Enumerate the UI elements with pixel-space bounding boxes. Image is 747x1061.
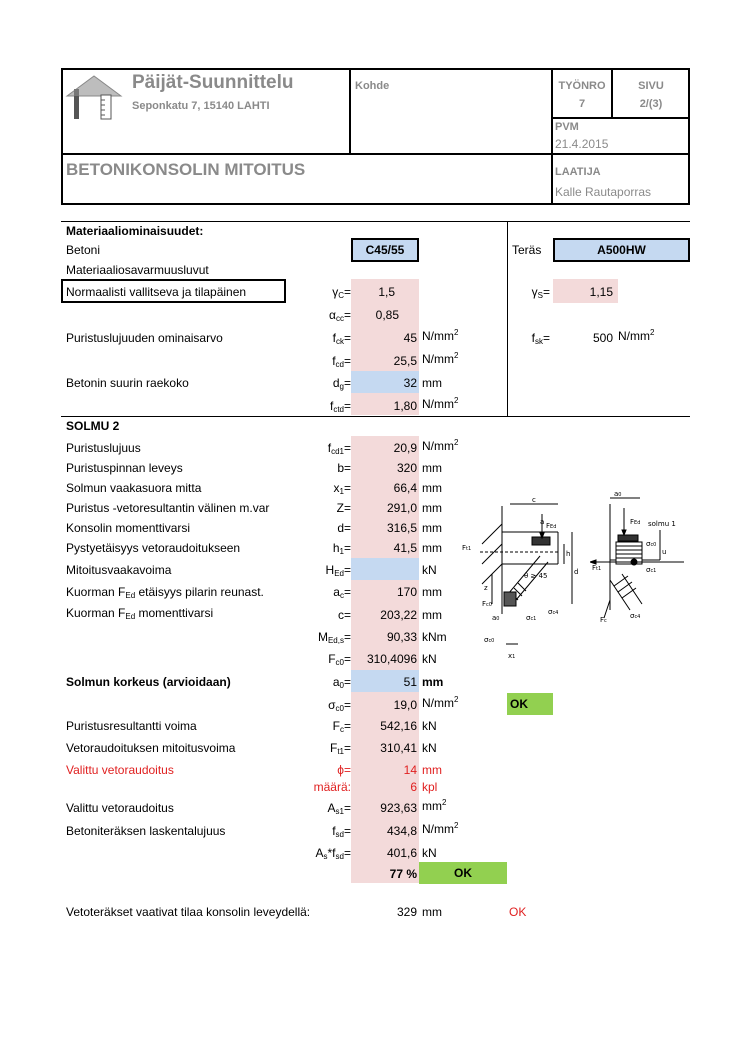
asfsd-value: 401,6 <box>386 846 417 860</box>
svg-text:σc1: σc1 <box>646 566 657 574</box>
valittu-red-label: Valittu vetoraudoitus <box>66 763 174 777</box>
a0-symbol: $a_0=$ <box>332 675 351 690</box>
safety-label: Materiaaliosavarmuusluvut <box>66 263 209 277</box>
as1-symbol: $A_{s1}=$ <box>327 801 351 816</box>
svg-text:z: z <box>484 584 488 592</box>
svg-text:a: a <box>540 518 545 526</box>
as1-unit: $mm^2$ <box>422 798 447 813</box>
node-diagram-right <box>590 490 690 625</box>
z-label: Puristus -vetoresultantin välinen m.var <box>66 501 270 515</box>
x1-unit: mm <box>422 481 442 495</box>
phi-value[interactable]: 14 <box>403 763 417 777</box>
fcd1-symbol: $f_{cd1}=$ <box>327 441 351 456</box>
c-unit: mm <box>422 608 442 622</box>
materials-heading: Materiaaliominaisuudet: <box>66 224 204 238</box>
med-symbol: $M_{Ed,s}=$ <box>317 630 351 645</box>
company-address: Seponkatu 7, 15140 LAHTI <box>132 100 270 112</box>
fsk-unit: $N/mm^2$ <box>618 328 655 343</box>
fcd1-unit: $N/mm^2$ <box>422 438 459 453</box>
company-logo-icon <box>63 72 125 122</box>
fcd1-value: 20,9 <box>393 441 417 455</box>
valittu-label: Valittu vetoraudoitus <box>66 801 174 815</box>
fsd-unit: $N/mm^2$ <box>422 821 459 836</box>
gamma-c-symbol: $\gamma_C=$ <box>332 285 351 300</box>
hed-symbol: $H_{Ed}=$ <box>325 563 351 578</box>
fsk-symbol: $f_{sk}=$ <box>531 331 550 346</box>
fc-value: 542,16 <box>380 719 417 733</box>
dg-unit: mm <box>422 376 442 390</box>
h1-value[interactable]: 41,5 <box>393 541 417 555</box>
asfsd-symbol: $A_s*f_{sd}=$ <box>315 846 351 861</box>
company-name: Päijät-Suunnittelu <box>132 72 294 93</box>
fcd-value: 25,5 <box>393 354 417 368</box>
header-vline-2 <box>551 68 553 205</box>
svg-text:Ft1: Ft1 <box>592 564 602 572</box>
ok-1-text: OK <box>510 697 528 711</box>
header-vline-3 <box>611 68 613 118</box>
fcd-symbol: $f_{cd}=$ <box>332 354 351 369</box>
footer-value: 329 <box>396 905 417 919</box>
teras-value: A500HW <box>597 243 646 257</box>
svg-text:FEd: FEd <box>630 518 641 526</box>
betoni-value: C45/55 <box>365 243 405 257</box>
fck-unit: $N/mm^2$ <box>422 328 459 343</box>
tyonro-label: TYÖNRO <box>558 80 606 92</box>
d-value[interactable]: 316,5 <box>386 521 417 535</box>
laatija-value: Kalle Rautaporras <box>555 185 652 199</box>
maara-unit: kpl <box>422 780 438 794</box>
sigma-c0-unit: $N/mm^2$ <box>422 695 459 710</box>
fc0-value: 310,4096 <box>366 652 417 666</box>
ok-badge-2 <box>419 862 507 884</box>
c-value: 203,22 <box>380 608 417 622</box>
materials-divider <box>507 222 508 416</box>
svg-text:d: d <box>574 568 579 576</box>
maara-label: määrä: <box>313 780 351 794</box>
alpha-cc-value[interactable]: 0,85 <box>375 308 399 322</box>
asfsd-unit: kN <box>422 846 437 860</box>
b-label: Puristuspinnan leveys <box>66 461 183 475</box>
sivu-label: SIVU <box>638 80 664 92</box>
svg-text:x1: x1 <box>508 652 516 660</box>
fck-label: Puristuslujuuden ominaisarvo <box>66 331 223 345</box>
ft1-symbol: $F_{t1}=$ <box>329 741 351 756</box>
gamma-s-value[interactable]: 1,15 <box>589 285 613 299</box>
sigma-c0-symbol: $\sigma_{c0}=$ <box>328 698 351 713</box>
med-unit: kNm <box>422 630 447 644</box>
betoni-select[interactable] <box>351 238 419 262</box>
d-unit: mm <box>422 521 442 535</box>
footer-label: Vetoteräkset vaativat tilaa konsolin leveydellä: <box>66 905 311 919</box>
ac-label: Kuorman $F_{Ed}$ etäisyys pilarin reunast. <box>66 585 264 600</box>
svg-text:Ft1: Ft1 <box>462 544 472 552</box>
d-label: Konsolin momenttivarsi <box>66 521 191 535</box>
hed-blue-cell[interactable] <box>351 558 419 580</box>
svg-text:u: u <box>662 548 667 556</box>
ac-symbol: $a_c=$ <box>333 585 351 600</box>
svg-text:FEd: FEd <box>546 522 557 530</box>
consol-diagram-left <box>462 494 592 664</box>
b-unit: mm <box>422 461 442 475</box>
gamma-s-symbol: $\gamma_S=$ <box>531 285 550 300</box>
fck-symbol: $f_{ck}=$ <box>332 331 351 346</box>
as1-value: 923,63 <box>380 801 417 815</box>
maara-value[interactable]: 6 <box>410 780 417 794</box>
fsd-label: Betoniteräksen laskentalujuus <box>66 824 226 838</box>
utilization-pct: 77 % <box>389 867 417 881</box>
solmu-top-line <box>61 416 690 417</box>
ft1-value: 310,41 <box>380 741 417 755</box>
svg-text:θ ≥ 45: θ ≥ 45 <box>524 572 548 580</box>
svg-text:σc4: σc4 <box>548 608 559 616</box>
fsk-value[interactable]: 500 <box>592 331 613 345</box>
ac-value[interactable]: 170 <box>396 585 417 599</box>
ft1-unit: kN <box>422 741 437 755</box>
fctd-value: 1,80 <box>393 399 417 413</box>
c-label: Kuorman $F_{Ed}$ momenttivarsi <box>66 606 214 621</box>
z-unit: mm <box>422 501 442 515</box>
fc-unit: kN <box>422 719 437 733</box>
tyonro-value: 7 <box>578 98 586 110</box>
ok-2-text: OK <box>454 866 472 880</box>
svg-text:a0: a0 <box>492 614 500 622</box>
x1-value: 66,4 <box>393 481 417 495</box>
fctd-unit: $N/mm^2$ <box>422 396 459 411</box>
h1-symbol: $h_1=$ <box>332 541 351 556</box>
c-symbol: c= <box>337 608 351 622</box>
footer-unit: mm <box>422 905 442 919</box>
teras-label: Teräs <box>512 243 542 257</box>
ok-badge-1 <box>507 693 553 715</box>
a0-label: Solmun korkeus (arvioidaan) <box>66 675 231 689</box>
fc-symbol: $F_c=$ <box>332 719 351 734</box>
sivu-value: 2/(3) <box>639 98 663 110</box>
phi-unit: mm <box>422 763 442 777</box>
d-symbol: d= <box>337 521 351 535</box>
b-symbol: b= <box>337 461 351 475</box>
normal-label: Normaalisti vallitseva ja tilapäinen <box>66 285 247 299</box>
fc0-unit: kN <box>422 652 437 666</box>
document-title: BETONIKONSOLIN MITOITUS <box>66 160 306 179</box>
phi-symbol: ϕ= <box>337 763 351 777</box>
z-value: 291,0 <box>386 501 417 515</box>
solmu-heading: SOLMU 2 <box>66 419 120 433</box>
svg-text:σc0: σc0 <box>646 540 657 548</box>
fcd1-label: Puristuslujuus <box>66 441 141 455</box>
x1-label: Solmun vaakasuora mitta <box>66 481 202 495</box>
pvm-label: PVM <box>555 121 579 133</box>
svg-text:a0: a0 <box>614 490 622 498</box>
materials-top-line <box>61 221 690 222</box>
svg-text:σc0: σc0 <box>484 636 495 644</box>
a0-value[interactable]: 51 <box>403 675 417 689</box>
laatija-label: LAATIJA <box>555 166 601 178</box>
svg-text:h: h <box>566 550 571 558</box>
x1-symbol: $x_1=$ <box>333 481 351 496</box>
betoni-label: Betoni <box>66 243 101 257</box>
svg-text:c: c <box>532 496 536 504</box>
dg-symbol: $d_g=$ <box>332 376 351 391</box>
ac-unit: mm <box>422 585 442 599</box>
gamma-c-value[interactable]: 1,5 <box>378 285 395 299</box>
fc0-symbol: $F_{c0}=$ <box>328 652 351 667</box>
alpha-cc-symbol: $\alpha_{cc}=$ <box>329 308 351 323</box>
svg-text:Fc0: Fc0 <box>482 600 492 608</box>
fsd-value: 434,8 <box>386 824 417 838</box>
hed-label: Mitoitusvaakavoima <box>66 563 172 577</box>
header-vline-1 <box>349 68 351 155</box>
fcd-unit: $N/mm^2$ <box>422 351 459 366</box>
materials-pink-column <box>351 279 419 415</box>
a0-unit: mm <box>422 675 444 689</box>
fc-label: Puristusresultantti voima <box>66 719 197 733</box>
kohde-label: Kohde <box>355 80 390 92</box>
h1-unit: mm <box>422 541 442 555</box>
header-hline-2 <box>551 117 690 119</box>
dg-label: Betonin suurin raekoko <box>66 376 189 390</box>
svg-text:σc4: σc4 <box>630 612 641 620</box>
z-symbol: Z= <box>336 501 351 515</box>
svg-text:Fc: Fc <box>600 616 607 624</box>
fctd-symbol: $f_{ctd}=$ <box>329 399 351 414</box>
pvm-value: 21.4.2015 <box>555 137 609 151</box>
med-value: 90,33 <box>386 630 417 644</box>
header-hline-1 <box>61 153 690 155</box>
svg-text:σc1: σc1 <box>526 614 537 622</box>
fsd-symbol: $f_{sd}=$ <box>332 824 351 839</box>
hed-unit: kN <box>422 563 437 577</box>
footer-ok: OK <box>509 905 527 919</box>
ft1-label: Vetoraudoituksen mitoitusvoima <box>66 741 236 755</box>
teras-select[interactable] <box>553 238 690 262</box>
svg-text:solmu 1: solmu 1 <box>648 520 676 528</box>
dg-value[interactable]: 32 <box>403 376 417 390</box>
h1-label: Pystyetäisyys vetoraudoitukseen <box>66 541 241 555</box>
sigma-c0-value: 19,0 <box>393 698 417 712</box>
fck-value[interactable]: 45 <box>403 331 417 345</box>
b-value[interactable]: 320 <box>396 461 417 475</box>
